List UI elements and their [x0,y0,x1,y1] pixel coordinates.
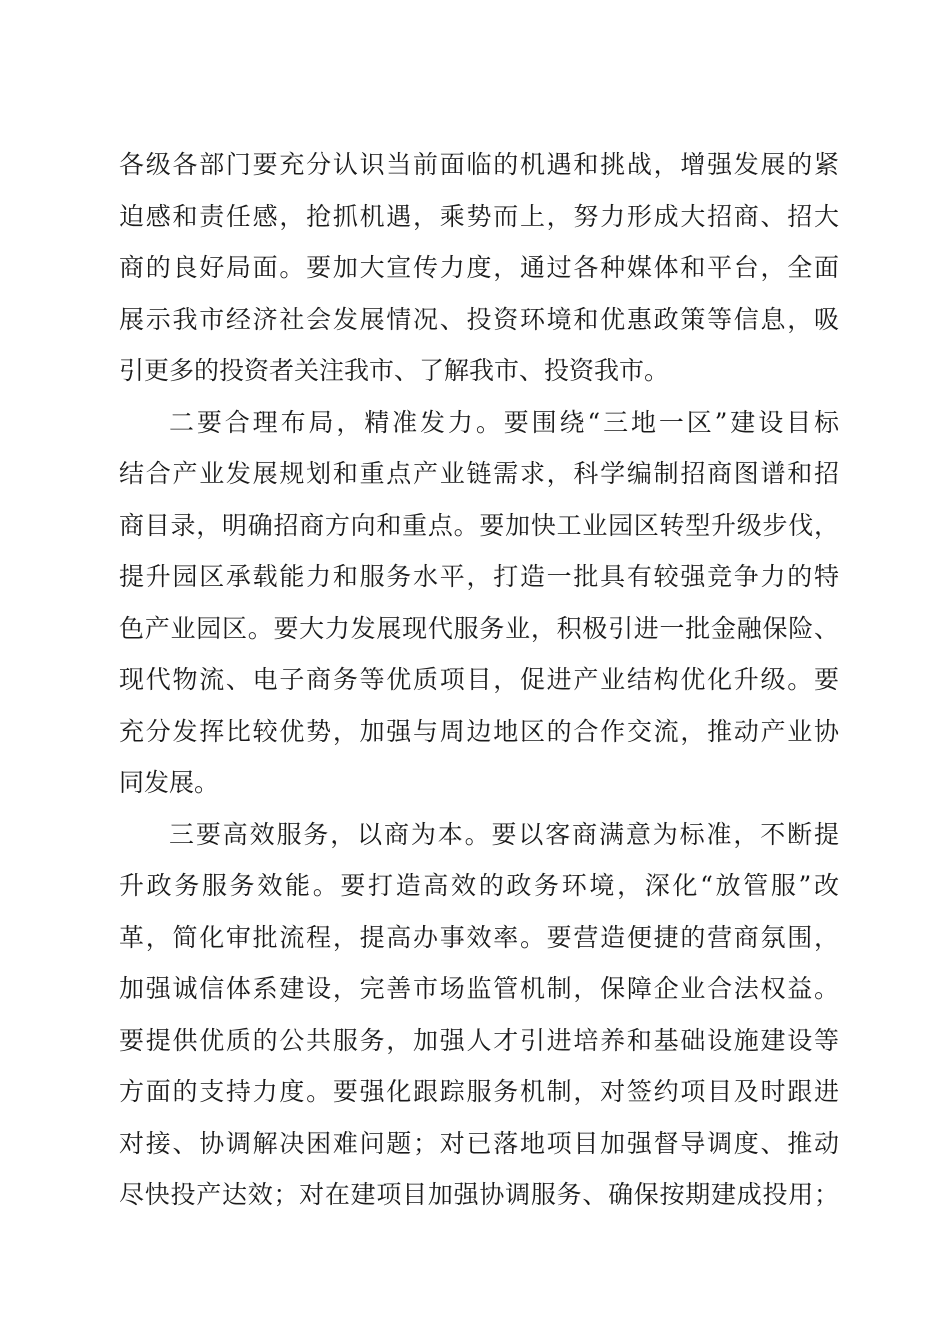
text-line: 同发展。 [119,768,220,797]
text-line: 商的良好局面。要加大宣传力度，通过各种媒体和平台，全面 [119,253,839,282]
text-line: 引更多的投资者关注我市、了解我市、投资我市。 [119,356,670,385]
text-line: 展示我市经济社会发展情况、投资环境和优惠政策等信息，吸 [119,304,839,334]
text-line: 加强诚信体系建设，完善市场监管机制，保障企业合法权益。 [119,974,839,1003]
document-body [119,139,839,1221]
paragraph-start-line: 二要合理布局，精准发力。要围绕“三地一区”建设目标 [169,407,839,437]
text-line: 要提供优质的公共服务，加强人才引进培养和基础设施建设等 [119,1025,839,1055]
text-line: 升政务服务效能。要打造高效的政务环境，深化“放管服”改 [119,871,839,900]
text-line: 尽快投产达效；对在建项目加强协调服务、确保按期建成投用； [119,1180,839,1209]
text-line: 提升园区承载能力和服务水平，打造一批具有较强竞争力的特 [119,562,839,591]
text-line: 现代物流、电子商务等优质项目，促进产业结构优化升级。要 [119,665,839,694]
text-line: 各级各部门要充分认识当前面临的机遇和挑战，增强发展的紧 [119,150,839,179]
paragraph-start-line: 三要高效服务，以商为本。要以客商满意为标准，不断提 [169,819,839,849]
text-line: 方面的支持力度。要强化跟踪服务机制，对签约项目及时跟进 [119,1077,839,1106]
text-line: 迫感和责任感，抢抓机遇，乘势而上，努力形成大招商、招大 [119,201,839,231]
text-line: 革，简化审批流程，提高办事效率。要营造便捷的营商氛围， [119,922,839,952]
text-line: 充分发挥比较优势，加强与周边地区的合作交流，推动产业协 [119,716,839,746]
text-line: 结合产业发展规划和重点产业链需求，科学编制招商图谱和招 [119,459,839,488]
text-line: 商目录，明确招商方向和重点。要加快工业园区转型升级步伐， [119,510,839,540]
text-line: 色产业园区。要大力发展现代服务业，积极引进一批金融保险、 [119,613,839,643]
text-line: 对接、协调解决困难问题；对已落地项目加强督导调度、推动 [119,1128,839,1158]
